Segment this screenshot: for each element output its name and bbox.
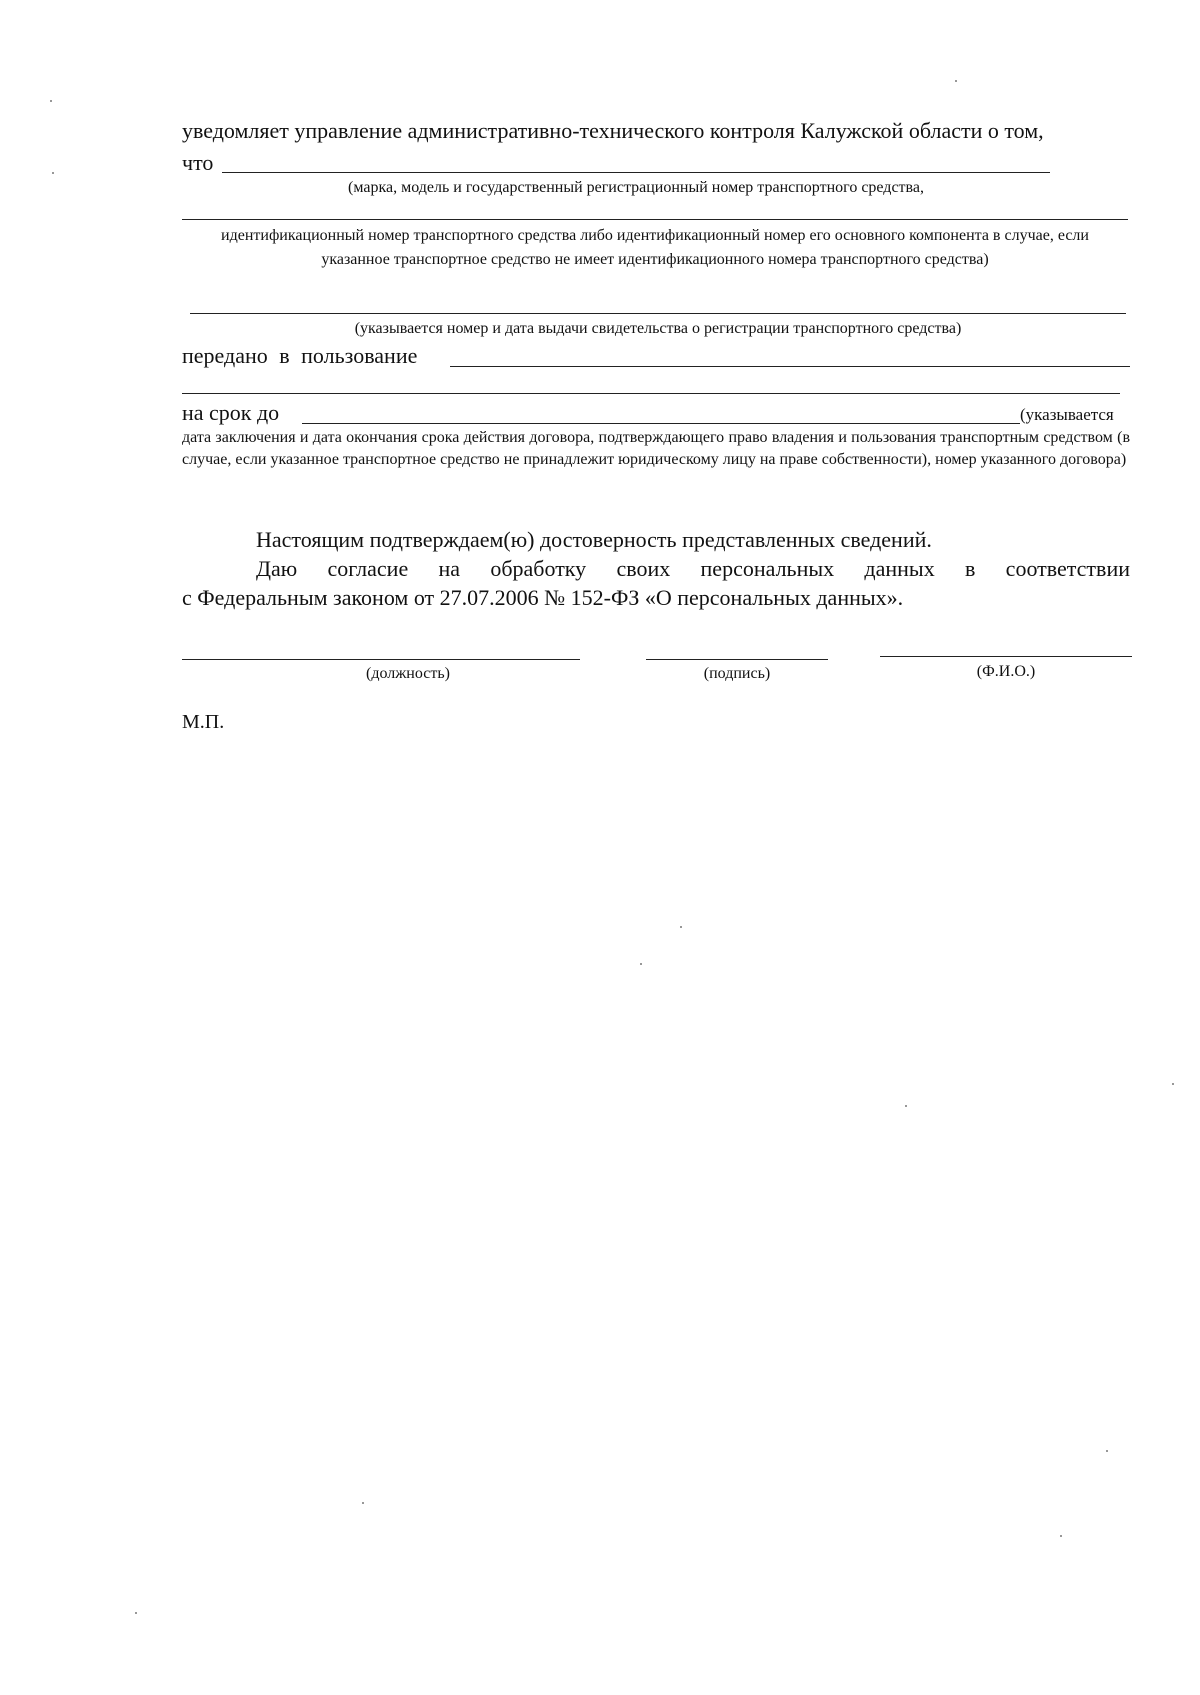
- scan-speck: [680, 926, 682, 928]
- certificate-caption: (указывается номер и дата выдачи свидетельства о регистрации транспортного средства): [354, 320, 962, 337]
- signature-caption: (подпись): [703, 665, 771, 682]
- position-caption: (должность): [366, 665, 450, 682]
- consent-line-1: Даю согласие на обработку своих персональных данных в соответствии: [256, 556, 1130, 581]
- what-label: что: [182, 150, 214, 175]
- transferred-label: передано в пользование: [182, 343, 418, 368]
- transferred-field-line-2[interactable]: [182, 393, 1120, 394]
- intro-line: уведомляет управление административно-технического контроля Калужской области о том,: [182, 118, 1044, 143]
- name-field-line[interactable]: [880, 656, 1132, 657]
- scan-speck: [362, 1502, 364, 1504]
- scan-speck: [50, 100, 52, 102]
- scan-speck: [52, 172, 54, 174]
- signature-field-line[interactable]: [646, 659, 828, 660]
- scan-speck: [640, 963, 642, 965]
- vehicle-id-field-line[interactable]: [182, 219, 1128, 220]
- vehicle-caption-1: (марка, модель и государственный регистрационный номер транспортного средства,: [348, 179, 924, 196]
- scan-speck: [1106, 1450, 1108, 1452]
- position-field-line[interactable]: [182, 659, 580, 660]
- term-caption: дата заключения и дата окончания срока действия договора, подтверждающего право владения и пользования транспортным средством (в случае, если указанное транспортное средство не принадлежит юридическому лицу на праве собственности), номер указанного договора): [182, 429, 1130, 468]
- vehicle-field-line[interactable]: [222, 172, 1050, 173]
- scan-speck: [905, 1105, 907, 1107]
- name-caption: (Ф.И.О.): [976, 663, 1036, 680]
- scan-speck: [1172, 1083, 1174, 1085]
- stamp-label: М.П.: [182, 711, 225, 733]
- scan-speck: [955, 80, 957, 82]
- confirm-text: Настоящим подтверждаем(ю) достоверность представленных сведений.: [256, 527, 932, 552]
- scan-speck: [135, 1612, 137, 1614]
- transferred-field-line[interactable]: [450, 366, 1130, 367]
- vehicle-caption-2: идентификационный номер транспортного средства либо идентификационный номер его основного компонента в случае, если указанное транспортное средство не имеет идентификационного номера транспортного средства): [221, 227, 1089, 268]
- term-hint-end: (указывается: [1020, 405, 1114, 424]
- term-label: на срок до: [182, 400, 280, 425]
- consent-line-2: с Федеральным законом от 27.07.2006 № 152-ФЗ «О персональных данных».: [182, 585, 904, 610]
- scan-speck: [1060, 1535, 1062, 1537]
- term-field-line[interactable]: [302, 423, 1020, 424]
- certificate-field-line[interactable]: [190, 313, 1126, 314]
